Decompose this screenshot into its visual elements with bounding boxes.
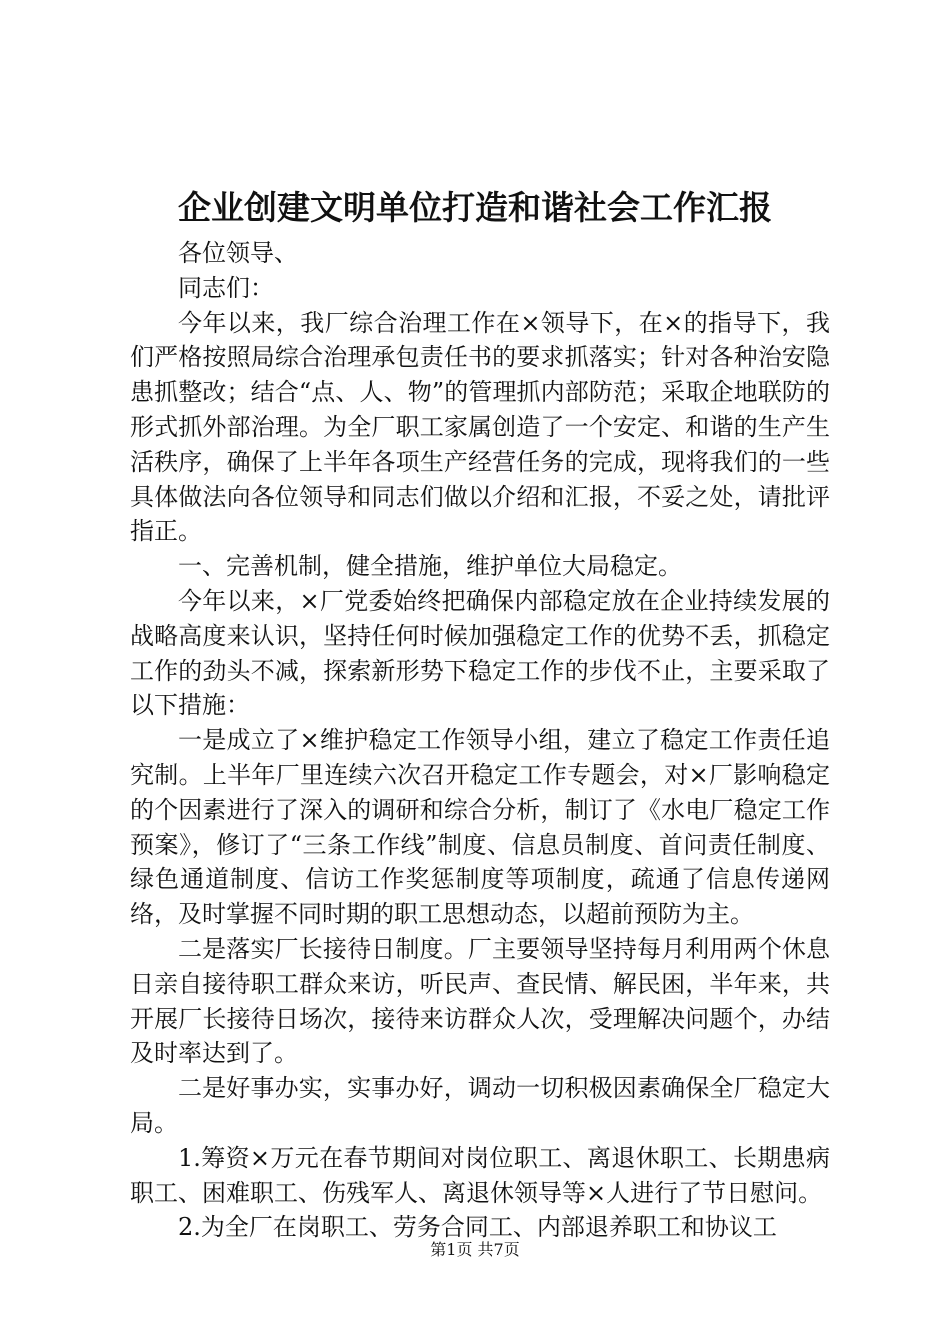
list-item: 1.筹资×万元在春节期间对岗位职工、离退休职工、长期患病职工、困难职工、伤残军人、离退休领导等×人进行了节日慰问。 bbox=[130, 1143, 830, 1207]
section-heading: 一、完善机制，健全措施，维护单位大局稳定。 bbox=[178, 552, 682, 581]
document-title: 企业创建文明单位打造和谐社会工作汇报 bbox=[178, 188, 772, 227]
body-paragraph: 今年以来，我厂综合治理工作在×领导下，在×的指导下，我们严格按照局综合治理承包责任书的要求抓落实；针对各种治安隐患抓整改；结合“点、人、物”的管理抓内部防范；采取企地联防的形式抓外部治理。为全厂职工家属创造了一个安定、和谐的生产生活秩序，确保了上半年各项生产经营任务的完成，现将我们的一些具体做法向各位领导和同志们做以介绍和汇报，不妥之处，请批评指正。 bbox=[130, 308, 830, 546]
body-paragraph: 今年以来，×厂党委始终把确保内部稳定放在企业持续发展的战略高度来认识，坚持任何时候加强稳定工作的优势不丢，抓稳定工作的劲头不减，探索新形势下稳定工作的步伐不止，主要采取了以下措施： bbox=[130, 586, 830, 720]
body-paragraph: 二是落实厂长接待日制度。厂主要领导坚持每月利用两个休息日亲自接待职工群众来访，听民声、查民情、解民困，半年来，共开展厂长接待日场次，接待来访群众人次，受理解决问题个，办结及时率达到了。 bbox=[130, 934, 830, 1068]
page-number-footer: 第1页 共7页 bbox=[430, 1240, 520, 1259]
salutation-line: 同志们： bbox=[178, 273, 274, 302]
body-paragraph: 二是好事办实，实事办好，调动一切积极因素确保全厂稳定大局。 bbox=[130, 1074, 830, 1137]
document-body bbox=[130, 236, 830, 1245]
salutation-line: 各位领导、 bbox=[178, 239, 298, 267]
body-paragraph: 一是成立了×维护稳定工作领导小组，建立了稳定工作责任追究制。上半年厂里连续六次召开稳定工作专题会，对×厂影响稳定的个因素进行了深入的调研和综合分析，制订了《水电厂稳定工作预案》，修订了“三条工作线”制度、信息员制度、首问责任制度、绿色通道制度、信访工作奖惩制度等项制度，疏通了信息传递网络，及时掌握不同时期的职工思想动态，以超前预防为主。 bbox=[130, 726, 830, 929]
list-item: 2.为全厂在岗职工、劳务合同工、内部退养职工和协议工 bbox=[178, 1213, 777, 1242]
